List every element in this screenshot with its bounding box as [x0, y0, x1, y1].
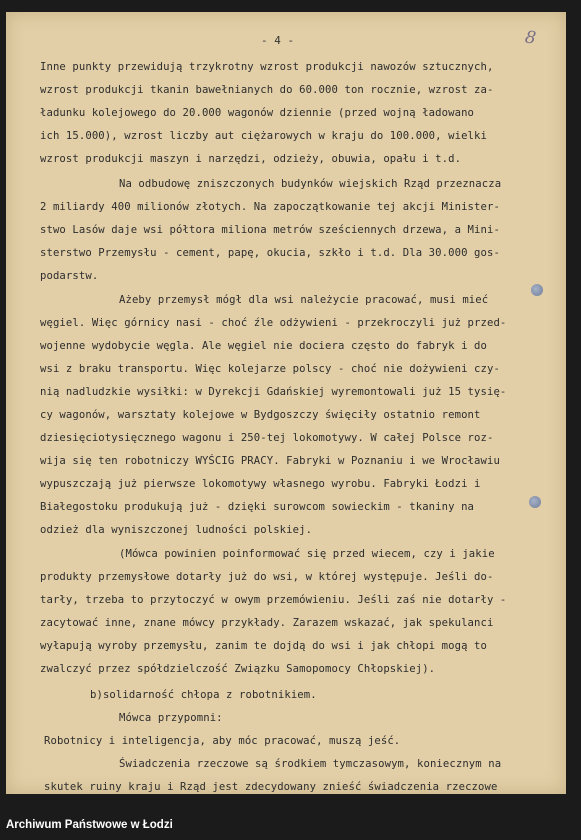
text-line: Mówca przypomni:: [119, 712, 223, 724]
text-line: Inne punkty przewidują trzykrotny wzrost produkcji nawozów sztucznych,: [40, 61, 494, 73]
text-line: stwo Lasów daje wsi półtora miliona metrów sześciennych drzewa, a Mini-: [40, 224, 500, 236]
text-line: sterstwo Przemysłu - cement, papę, okucia, szkło i t.d. Dla 30.000 gos-: [40, 247, 500, 259]
text-line: zwalczyć przez spółdzielczość Związku Samopomocy Chłopskiej).: [40, 663, 436, 675]
text-line: Świadczenia rzeczowe są środkiem tymczasowym, koniecznym na: [119, 758, 502, 770]
text-line: Białegostoku produkują już - dzięki surowcom sowieckim - tkaniny na: [40, 501, 475, 513]
text-line: Ażeby przemysł mógł dla wsi należycie pracować, musi mieć: [119, 294, 489, 306]
text-line: wzrost produkcji tkanin bawełnianych do 60.000 ton rocznie, wzrost za-: [40, 84, 494, 96]
text-line: wzrost produkcji maszyn i narzędzi, odzieży, obuwia, opału i t.d.: [40, 153, 462, 165]
text-line: tarły, trzeba to przytoczyć w owym przemówieniu. Jeśli zaś nie dotarły -: [40, 594, 507, 606]
archive-footer: Archiwum Państwowe w Łodzi: [0, 810, 581, 840]
text-line: wyłapują wyroby przemysłu, zanim te dojdą do wsi i jak chłopi mogą to: [40, 640, 487, 652]
text-line: wojenne wydobycie węgla. Ale węgiel nie dociera często do fabryk i do: [40, 340, 487, 352]
text-line: podarstw.: [40, 270, 99, 282]
text-line: (Mówca powinien poinformować się przed wiecem, czy i jakie: [119, 548, 495, 560]
text-line: wypuszczają już pierwsze lokomotywy własnego wyrobu. Fabryki Łodzi i: [40, 478, 481, 490]
text-line: zacytować inne, znane mówcy przykłady. Zarazem wskazać, jak spekulanci: [40, 617, 494, 629]
text-line: nią nadludzkie wysiłki: w Dyrekcji Gdańskiej wyremontowali już 15 tysię-: [40, 386, 507, 398]
text-line: wija się ten robotniczy WYŚCIG PRACY. Fabryki w Poznaniu i we Wrocławiu: [40, 455, 500, 467]
text-line: ich 15.000), wzrost liczby aut ciężarowych w kraju do 100.000, wielki: [40, 130, 487, 142]
document-page: [6, 12, 566, 794]
text-line: produkty przemysłowe dotarły już do wsi, w której występuje. Jeśli do-: [40, 571, 494, 583]
text-line: Robotnicy i inteligencja, aby móc pracować, muszą jeść.: [44, 735, 401, 747]
text-line: skutek ruiny kraju i Rząd jest zdecydowany znieść świadczenia rzeczowe: [44, 781, 498, 793]
text-line: 2 miliardy 400 milionów złotych. Na zapoczątkowanie tej akcji Minister-: [40, 201, 500, 213]
text-line: odzież dla wyniszczonej ludności polskiej.: [40, 524, 313, 536]
text-line: węgiel. Więc górnicy nasi - choć źle odżywieni - przekroczyli już przed-: [40, 317, 507, 329]
page-number: - 4 -: [261, 34, 295, 47]
section-heading: b)solidarność chłopa z robotnikiem.: [90, 689, 317, 701]
text-line: dziesięciotysięcznego wagonu i 250-tej lokomotywy. W całej Polsce roz-: [40, 432, 494, 444]
text-line: ładunku kolejowego do 20.000 wagonów dziennie (przed wojną ładowano: [40, 107, 475, 119]
text-line: cy wagonów, warsztaty kolejowe w Bydgoszczy święciły ostatnio remont: [40, 409, 481, 421]
text-line: wsi z braku transportu. Więc kolejarze polscy - choć nie dożywieni czy-: [40, 363, 500, 375]
text-line: Na odbudowę zniszczonych budynków wiejskich Rząd przeznacza: [119, 178, 502, 190]
pencil-annotation: 8: [523, 27, 538, 49]
